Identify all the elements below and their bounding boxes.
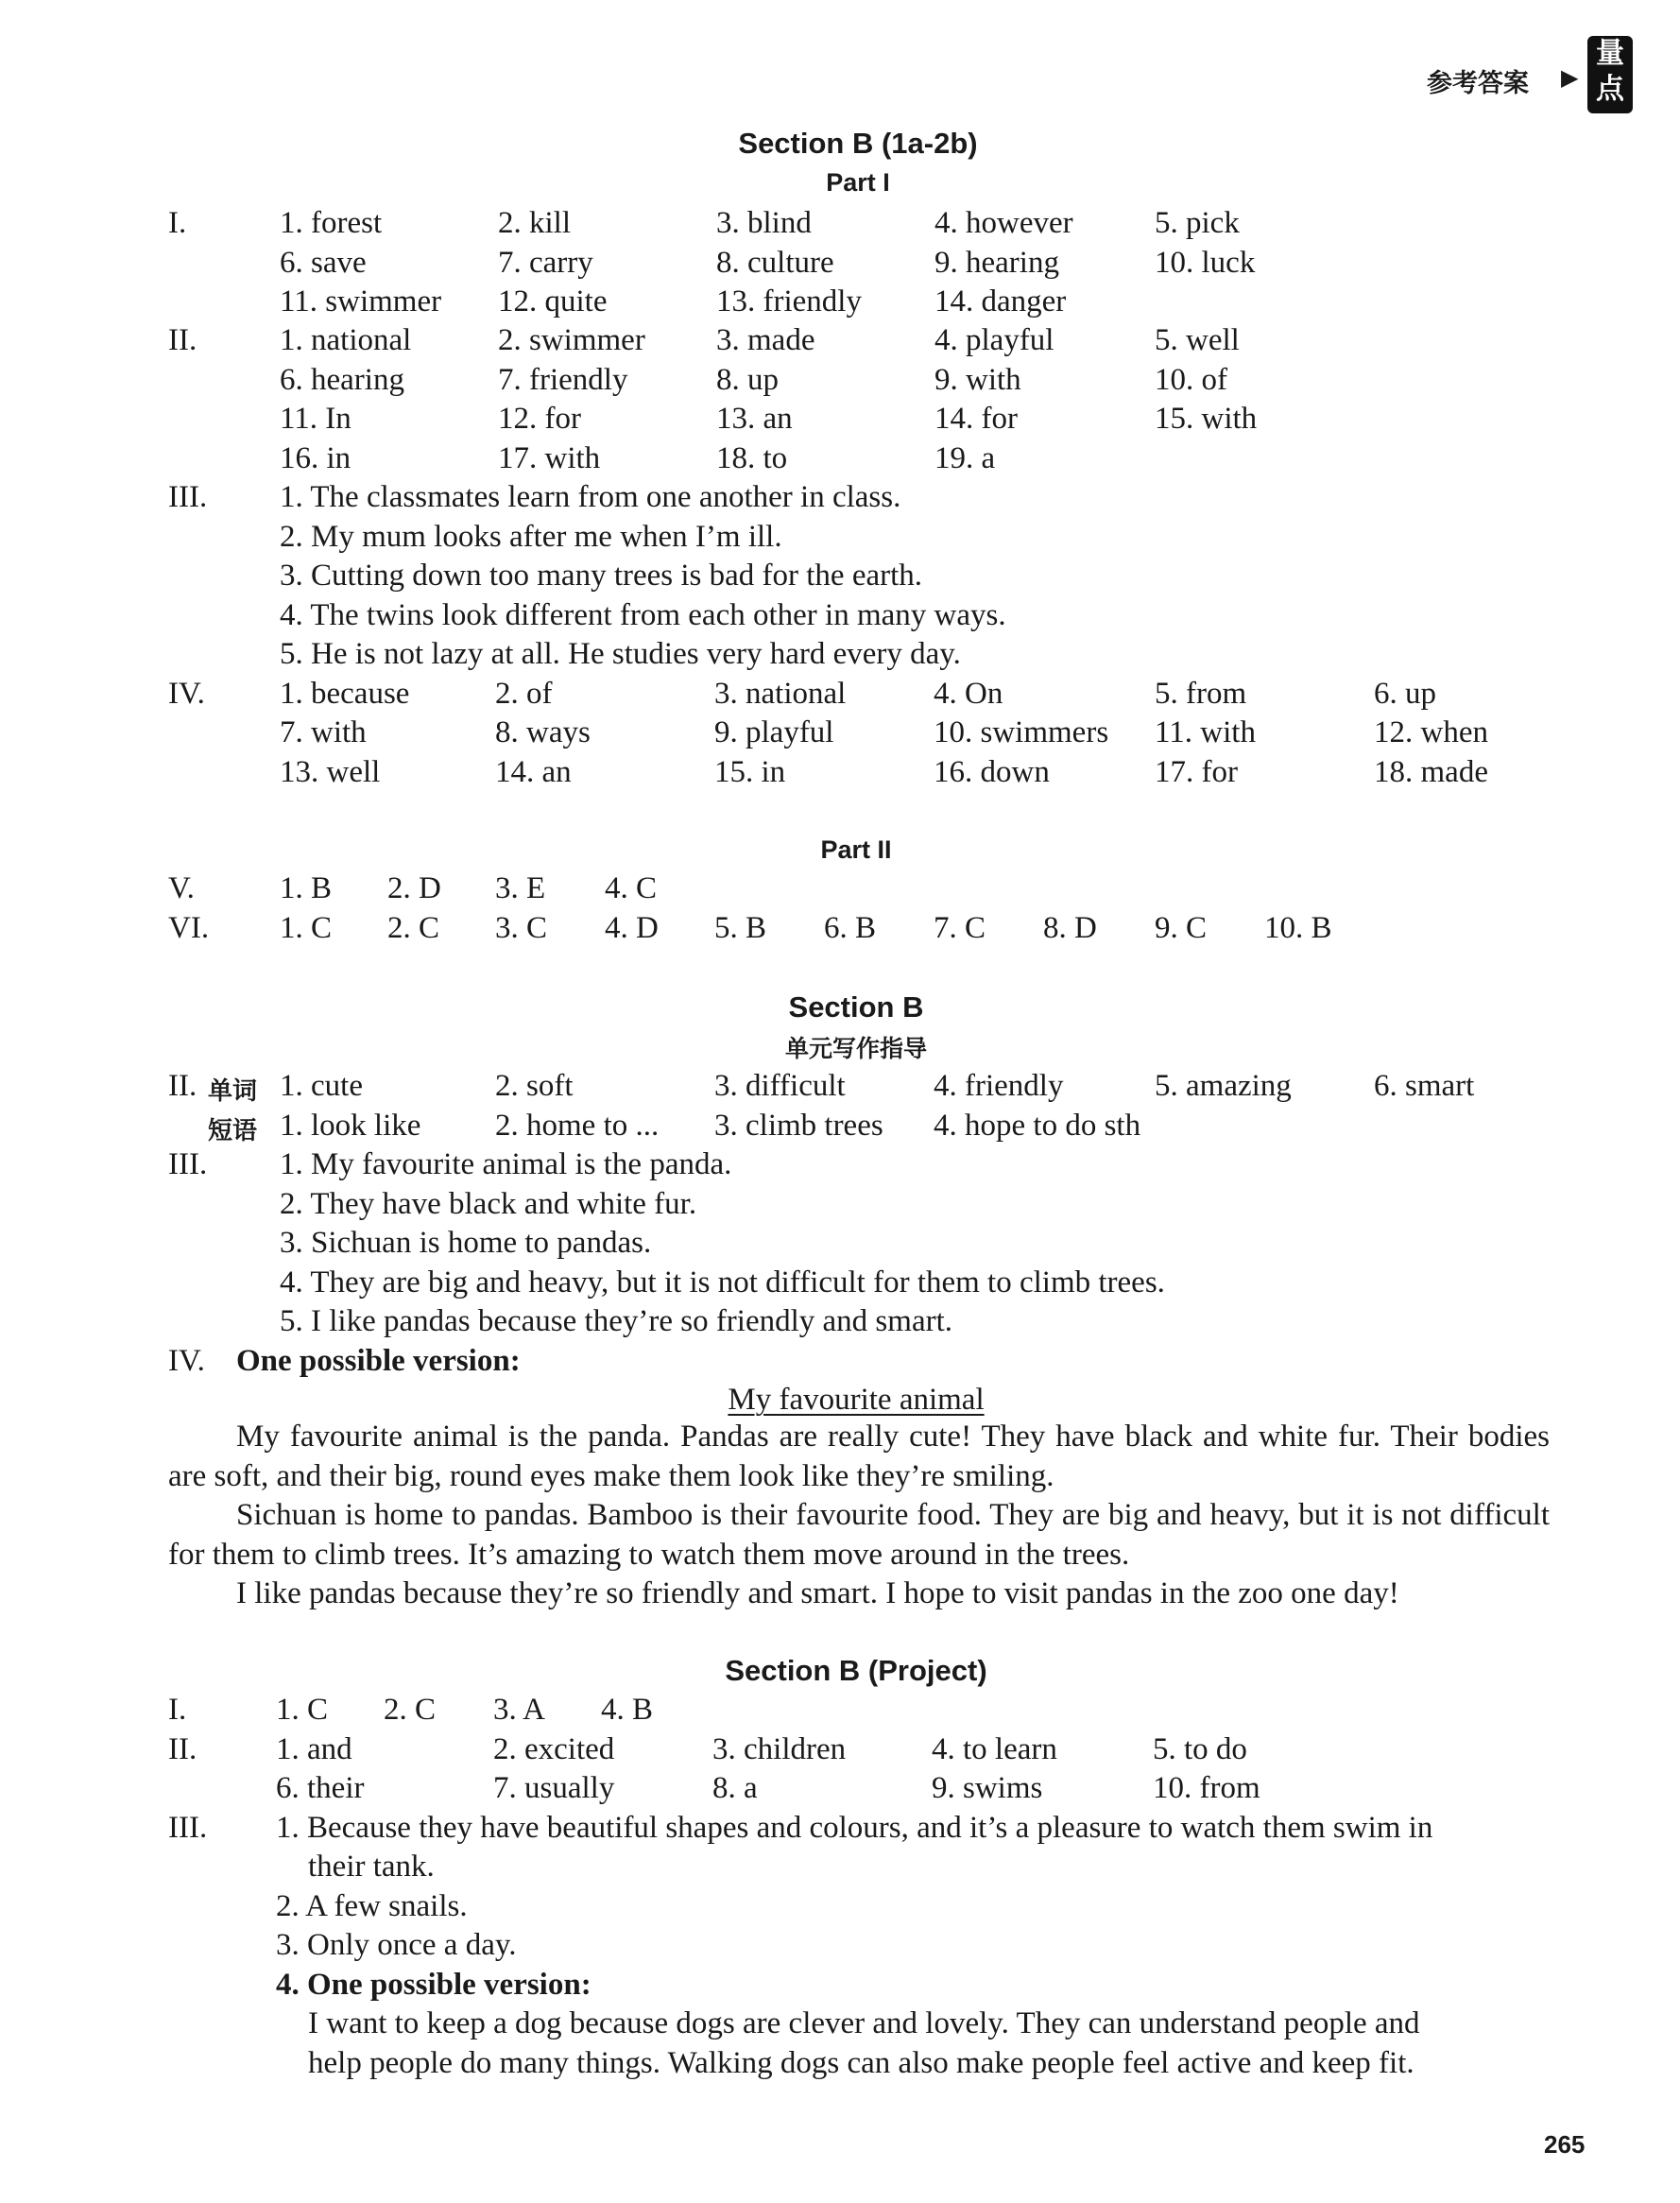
answer-item: 8. D [1043, 911, 1097, 945]
answer-item: 2. D [387, 871, 441, 905]
answer-item: 3. climb trees [714, 1109, 883, 1143]
question-numeral: IV. [168, 1344, 205, 1378]
answer-item: 4. however [934, 206, 1073, 240]
question-numeral: II. [168, 1069, 197, 1103]
answer-item: 4. B [601, 1693, 654, 1727]
question-numeral: III. [168, 480, 208, 514]
answer-item: 5. pick [1155, 206, 1240, 240]
answer-item: 1. cute [280, 1069, 363, 1103]
answer-item: 8. ways [495, 715, 591, 749]
answer-item: 9. with [934, 363, 1021, 397]
answer-item: 9. playful [714, 715, 834, 749]
answer-item: 11. with [1155, 715, 1256, 749]
answer-sentence: 1. Because they have beautiful shapes and colours, and it’s a pleasure to watch them swim in [276, 1811, 1433, 1845]
answer-item: 13. an [716, 402, 793, 436]
answer-item: 15. with [1155, 402, 1258, 436]
answer-item: 12. quite [498, 284, 608, 318]
answer-item: 2. soft [495, 1069, 574, 1103]
answer-item: 8. culture [716, 246, 834, 280]
answer-sentence: 2. A few snails. [276, 1889, 468, 1923]
answer-item: 8. a [712, 1771, 758, 1805]
answer-item: 3. A [493, 1693, 546, 1727]
section-title: Section B [788, 990, 924, 1024]
question-numeral: II. [168, 1732, 197, 1766]
answer-item: 9. swims [932, 1771, 1043, 1805]
answer-item: 14. for [934, 402, 1018, 436]
answer-item: 10. luck [1155, 246, 1256, 280]
answer-item: 1. C [280, 911, 333, 945]
answer-item: 10. from [1153, 1771, 1260, 1805]
answer-item: 5. well [1155, 323, 1240, 357]
answer-item: 2. C [387, 911, 440, 945]
answer-item: 3. C [495, 911, 548, 945]
answer-item: 6. up [1374, 677, 1436, 711]
page-number: 265 [1544, 2130, 1586, 2159]
answer-item: 18. to [716, 441, 788, 475]
answer-item: 3. E [495, 871, 546, 905]
answer-item: 7. carry [498, 246, 593, 280]
answer-item: 3. made [716, 323, 815, 357]
answer-sentence: 1. My favourite animal is the panda. [280, 1147, 732, 1181]
answer-item: 5. from [1155, 677, 1247, 711]
section-subtitle: 单元写作指导 [784, 1035, 928, 1062]
answer-item: 17. for [1155, 755, 1238, 789]
answer-item: 7. C [934, 911, 986, 945]
essay-title: My favourite animal [728, 1383, 985, 1417]
answer-item: 4. On [934, 677, 1003, 711]
answer-item: 4. friendly [934, 1069, 1064, 1103]
section-title: Section B (Project) [725, 1654, 987, 1687]
question-numeral: II. [168, 323, 197, 357]
answer-item: 7. with [280, 715, 367, 749]
answer-item: 2. C [384, 1693, 437, 1727]
part-title: Part II [820, 835, 892, 864]
answer-item: 4. to learn [932, 1732, 1057, 1766]
answer-item: 1. C [276, 1693, 329, 1727]
answer-item: 1. national [280, 323, 412, 357]
answer-item: 2. of [495, 677, 553, 711]
answer-item: 11. In [280, 402, 351, 436]
answer-sentence: 2. They have black and white fur. [280, 1187, 697, 1221]
answer-item: 19. a [934, 441, 996, 475]
answer-item: 6. smart [1374, 1069, 1475, 1103]
answer-sentence: 4. They are big and heavy, but it is not difficult for them to climb trees. [280, 1265, 1165, 1299]
header-arrow-icon: ▶ [1561, 65, 1579, 91]
answer-item: 5. amazing [1155, 1069, 1292, 1103]
answer-item: 5. B [714, 911, 767, 945]
answer-item: 13. well [280, 755, 381, 789]
answer-item: 10. swimmers [934, 715, 1109, 749]
answer-item: 15. in [714, 755, 786, 789]
question-numeral: III. [168, 1811, 208, 1845]
answer-item: 2. kill [498, 206, 572, 240]
answer-sentence: 3. Cutting down too many trees is bad for the earth. [280, 559, 923, 593]
answer-sentence: 2. My mum looks after me when I’m ill. [280, 520, 782, 554]
answer-item: 3. national [714, 677, 847, 711]
answer-item: 16. down [934, 755, 1050, 789]
answer-item: 6. their [276, 1771, 365, 1805]
answer-item: 2. swimmer [498, 323, 645, 357]
words-label: 单词 [208, 1077, 258, 1106]
answer-item: 1. and [276, 1732, 352, 1766]
answer-item: 18. made [1374, 755, 1488, 789]
answer-item: 1. forest [280, 206, 383, 240]
answer-item: 4. C [605, 871, 658, 905]
answer-sentence: help people do many things. Walking dogs can also make people feel active and keep fit. [308, 2046, 1414, 2080]
answer-item: 11. swimmer [280, 284, 442, 318]
answer-item: 12. when [1374, 715, 1488, 749]
question-numeral: V. [168, 871, 195, 905]
answer-sentence: 1. The classmates learn from one another in class. [280, 480, 901, 514]
sample-label: 4. One possible version: [276, 1968, 591, 2002]
answer-sentence: their tank. [308, 1850, 435, 1884]
answer-item: 14. danger [934, 284, 1067, 318]
essay-paragraph: Sichuan is home to pandas. Bamboo is their favourite food. They are big and heavy, but it is not difficult for them to climb trees. It’s amazing to watch them move around in the trees. [168, 1498, 1550, 1572]
part-title: Part I [826, 168, 890, 197]
answer-item: 4. hope to do sth [934, 1109, 1141, 1143]
question-numeral: VI. [168, 911, 210, 945]
answer-item: 2. excited [493, 1732, 615, 1766]
section-title: Section B (1a-2b) [738, 127, 978, 160]
header-logo-text: 量点 [1596, 37, 1624, 106]
answer-item: 9. hearing [934, 246, 1059, 280]
answer-sentence: 4. The twins look different from each other in many ways. [280, 598, 1006, 632]
answer-item: 1. because [280, 677, 410, 711]
answer-item: 4. playful [934, 323, 1054, 357]
essay-paragraph: My favourite animal is the panda. Pandas are really cute! They have black and white fur. Their bodies are soft, and their big, round eyes make them look like they’re smiling. [168, 1420, 1550, 1493]
answer-item: 6. save [280, 246, 367, 280]
answer-sentence: I want to keep a dog because dogs are clever and lovely. They can understand people and [308, 2006, 1420, 2040]
answer-sentence: 3. Only once a day. [276, 1928, 517, 1962]
answer-item: 10. of [1155, 363, 1227, 397]
answer-item: 7. usually [493, 1771, 615, 1805]
answer-item: 5. to do [1153, 1732, 1247, 1766]
answer-item: 16. in [280, 441, 351, 475]
answer-item: 7. friendly [498, 363, 628, 397]
answer-item: 12. for [498, 402, 581, 436]
answer-item: 3. blind [716, 206, 812, 240]
answer-item: 1. B [280, 871, 333, 905]
answer-item: 8. up [716, 363, 779, 397]
answer-item: 17. with [498, 441, 601, 475]
answer-sentence: 3. Sichuan is home to pandas. [280, 1226, 652, 1260]
answer-item: 1. look like [280, 1109, 421, 1143]
question-numeral: III. [168, 1147, 208, 1181]
answer-item: 10. B [1264, 911, 1332, 945]
phrases-label: 短语 [208, 1117, 258, 1145]
answer-item: 14. an [495, 755, 572, 789]
answer-sentence: 5. I like pandas because they’re so friendly and smart. [280, 1304, 952, 1338]
answer-item: 13. friendly [716, 284, 862, 318]
answer-sentence: 5. He is not lazy at all. He studies very hard every day. [280, 637, 961, 671]
essay-paragraph: I like pandas because they’re so friendly and smart. I hope to visit pandas in the zoo one day! [236, 1576, 1399, 1610]
header-answer-label: 参考答案 [1427, 69, 1529, 97]
answer-item: 9. C [1155, 911, 1208, 945]
sample-label: One possible version: [236, 1344, 521, 1378]
question-numeral: I. [168, 1693, 187, 1727]
header-logo [1587, 36, 1633, 113]
answer-item: 6. B [824, 911, 877, 945]
answer-item: 2. home to ... [495, 1109, 660, 1143]
question-numeral: I. [168, 206, 187, 240]
answer-item: 4. D [605, 911, 659, 945]
answer-item: 6. hearing [280, 363, 404, 397]
question-numeral: IV. [168, 677, 205, 711]
answer-item: 3. children [712, 1732, 847, 1766]
answer-item: 3. difficult [714, 1069, 846, 1103]
